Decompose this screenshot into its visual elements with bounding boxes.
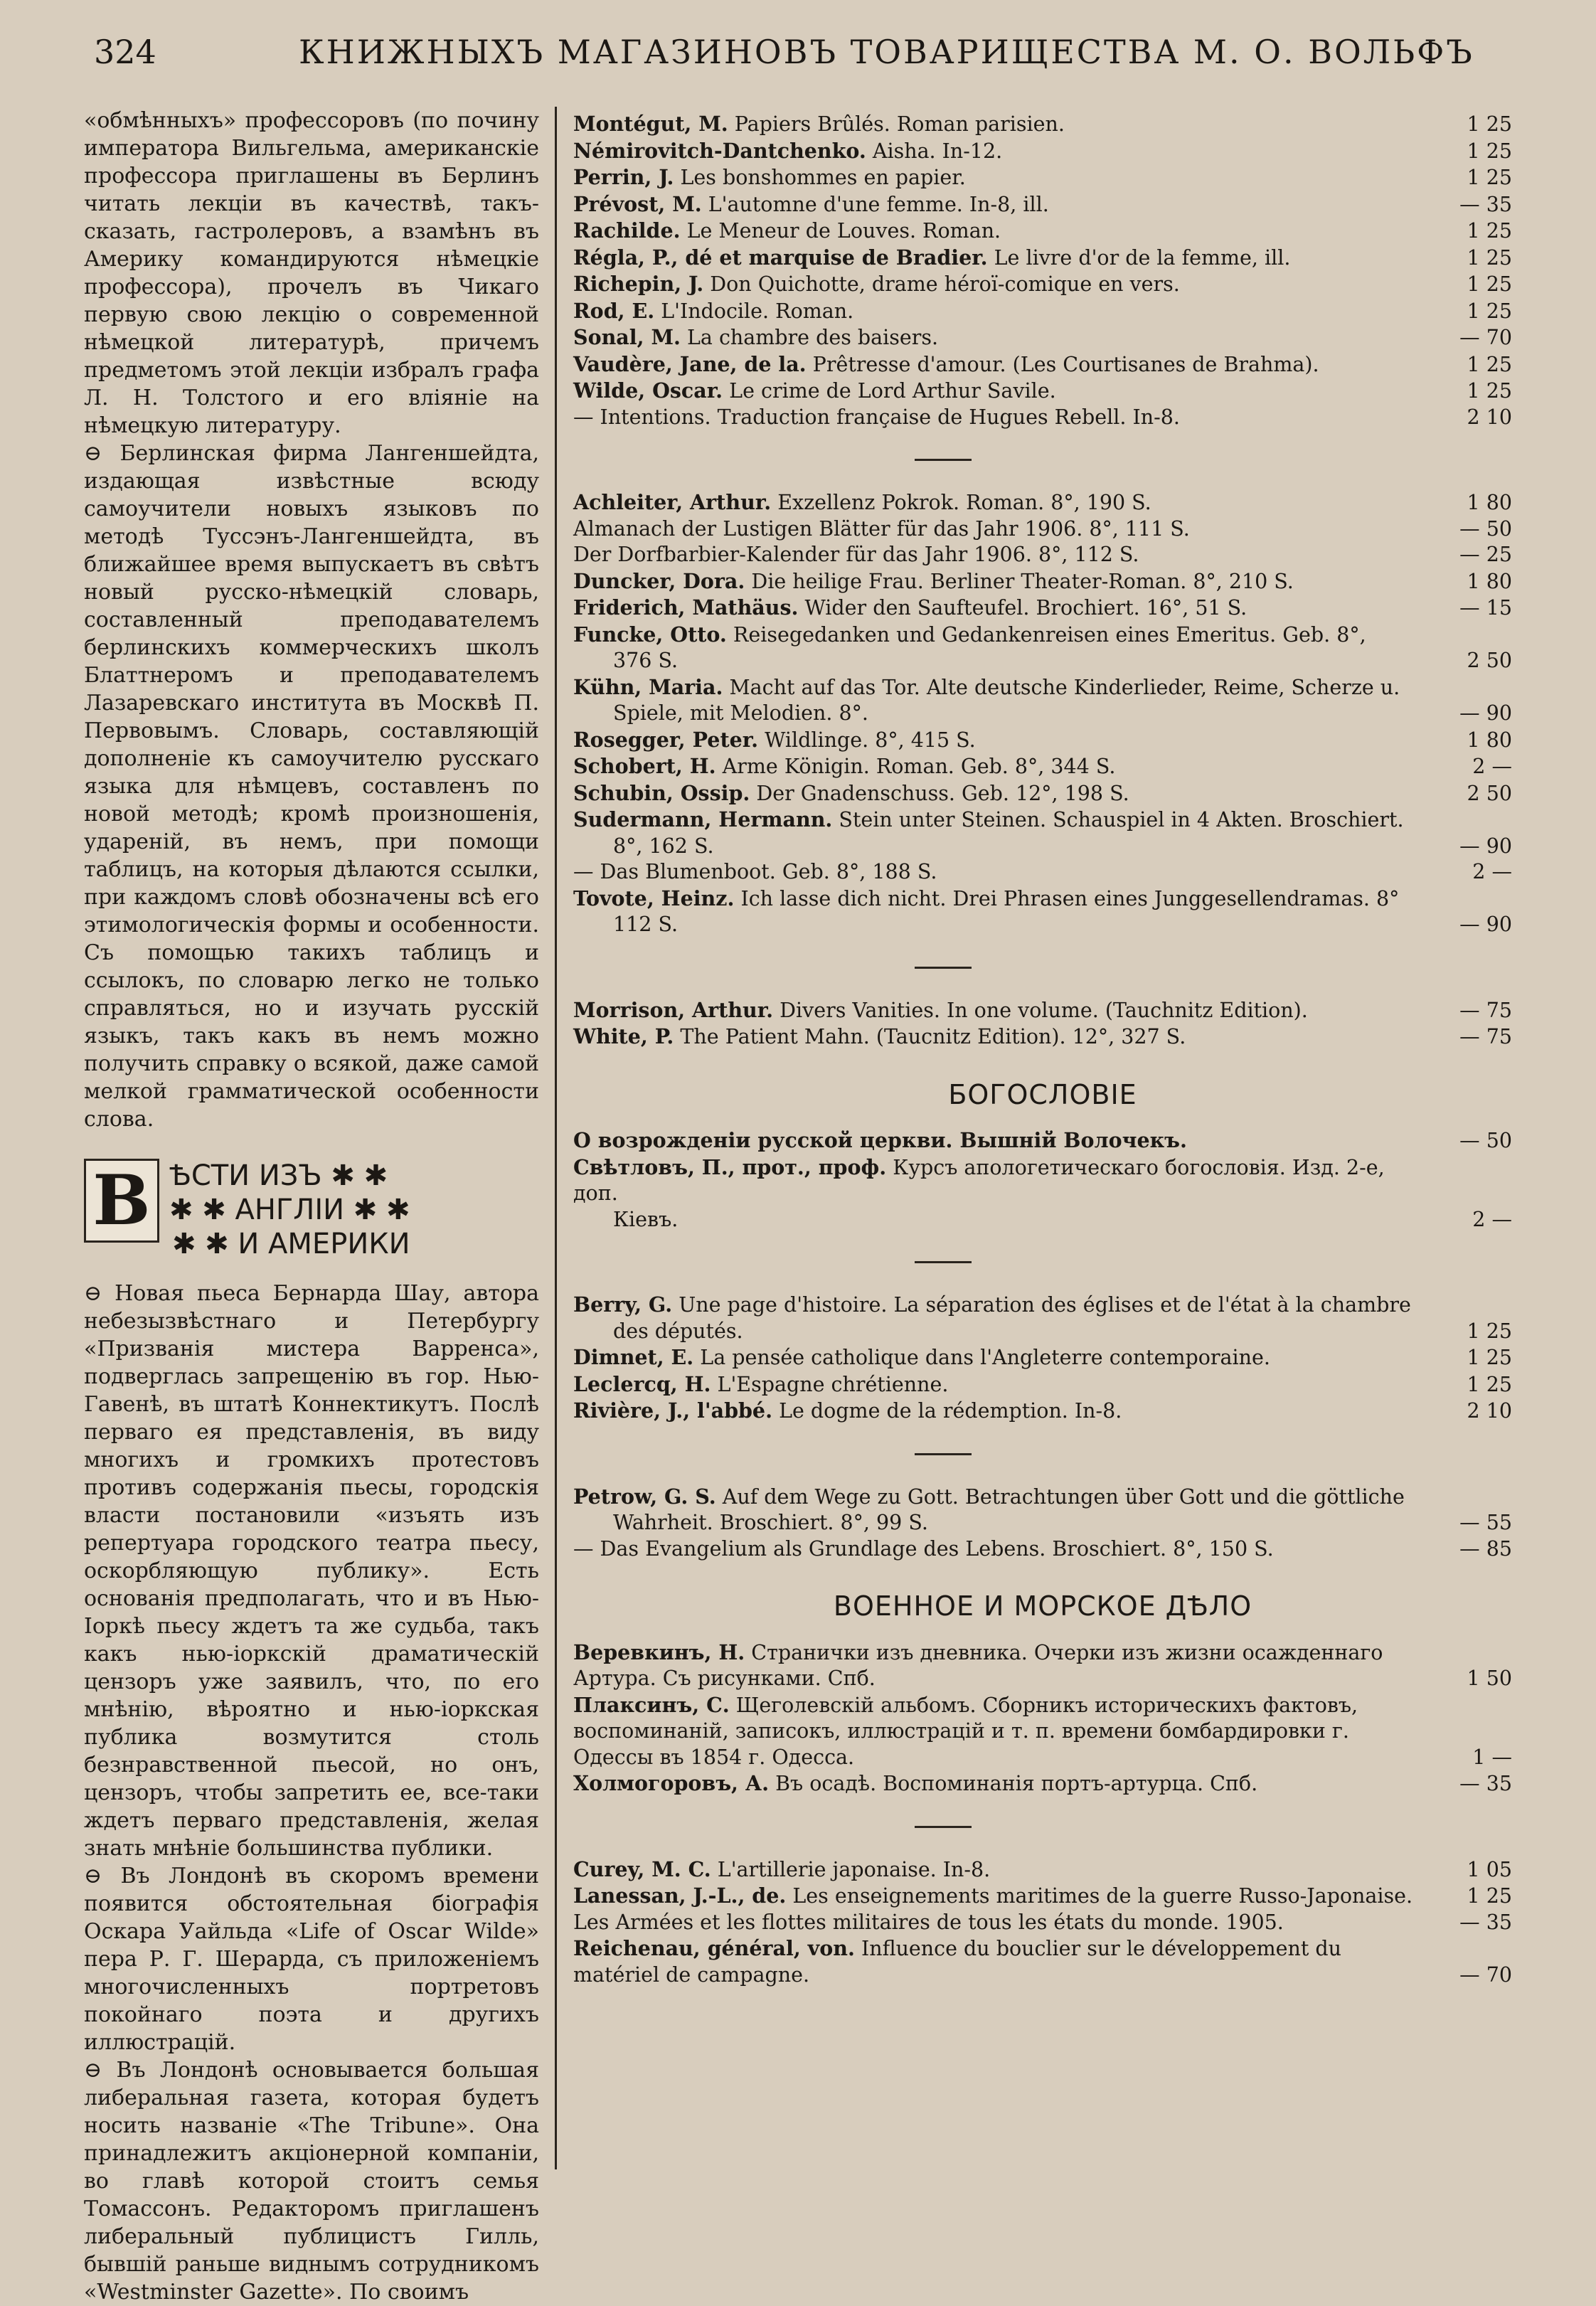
entry-text <box>573 1292 1427 1319</box>
entry-price: 1 25 <box>1467 166 1512 189</box>
entry-text <box>573 1640 1427 1692</box>
entry-price: 1 05 <box>1467 1857 1512 1881</box>
catalog-entry <box>573 405 1512 431</box>
entry-price: — 35 <box>1459 192 1512 216</box>
entry-price: — 35 <box>1459 1772 1512 1795</box>
entry-author: Sudermann, Hermann. <box>573 807 833 831</box>
entry-text <box>573 1484 1427 1511</box>
column-divider <box>555 107 557 2169</box>
entry-author: Berry, G. <box>573 1292 673 1317</box>
entry-text <box>573 489 1427 516</box>
entry-price: — 25 <box>1459 543 1512 566</box>
entry-text <box>573 1883 1427 1910</box>
entry-title: Le Meneur de Louves. Roman. <box>686 219 1001 243</box>
page-number: 324 <box>94 33 156 71</box>
catalog-group-french-military <box>573 1856 1512 1989</box>
entry-price: — 90 <box>1459 834 1512 858</box>
entry-text <box>573 1856 1427 1883</box>
entry-title: — Das Evangelium als Grundlage des Lebens. Broschiert. 8°, 150 S. <box>573 1536 1274 1561</box>
entry-text <box>573 1910 1427 1936</box>
entry-text <box>573 351 1427 378</box>
entry-continuation: 8°, 162 S. <box>613 834 714 858</box>
decorated-initial: В <box>84 1159 159 1243</box>
entry-title: La chambre des baisers. <box>686 326 939 349</box>
catalog-entry <box>573 1536 1512 1563</box>
entry-continuation: Spiele, mit Melodien. 8°. <box>613 701 868 725</box>
running-title: КНИЖНЫХЪ МАГАЗИНОВЪ ТОВАРИЩЕСТВА М. О. ВОЛЬФЪ <box>299 33 1474 71</box>
catalog-entry <box>573 1692 1512 1771</box>
entry-author: Schobert, H. <box>573 754 716 778</box>
catalog-group-french-theology <box>573 1292 1512 1425</box>
entry-price: 1 25 <box>1467 219 1512 243</box>
catalog-entry <box>573 111 1512 138</box>
heading-line: ✱ ✱ АНГЛІИ ✱ ✱ <box>169 1194 410 1226</box>
entry-price: — 15 <box>1459 596 1512 620</box>
catalog-entry <box>573 595 1512 622</box>
entry-continuation: 112 S. <box>613 913 679 936</box>
entry-price: — 50 <box>1459 1129 1512 1152</box>
right-column <box>573 111 1512 1988</box>
entry-price: — 90 <box>1459 701 1512 725</box>
entry-author: Curey, M. C. <box>573 1856 711 1881</box>
entry-title: Exzellenz Pokrok. Roman. 8°, 190 S. <box>777 491 1151 514</box>
entry-title: Divers Vanities. In one volume. (Tauchnitz Edition). <box>780 998 1308 1022</box>
entry-price: 1 25 <box>1467 352 1512 376</box>
entry-continuation: Кіевъ. <box>613 1207 679 1231</box>
catalog-group-french <box>573 111 1512 430</box>
entry-text <box>573 1692 1427 1771</box>
entry-author: Schubin, Ossip. <box>573 780 750 805</box>
catalog-entry <box>573 1154 1512 1233</box>
catalog-entry <box>573 324 1512 351</box>
entry-text <box>573 1536 1427 1563</box>
entry-title: Reisegedanken und Gedankenreisen eines Emeritus. Geb. 8°, <box>733 622 1366 647</box>
entry-author: Rachilde. <box>573 218 681 243</box>
separator-rule <box>915 1826 972 1828</box>
catalog-entry <box>573 807 1512 859</box>
catalog-entry <box>573 271 1512 298</box>
page-header <box>85 27 1511 77</box>
entry-author: Régla, P., dé et marquise de Bradier. <box>573 245 988 270</box>
entry-price: — 70 <box>1459 326 1512 349</box>
entry-price: 1 25 <box>1467 1372 1512 1396</box>
entry-price: — 85 <box>1459 1536 1512 1561</box>
entry-author: Vaudère, Jane, de la. <box>573 351 807 376</box>
entry-price: — 90 <box>1459 913 1512 936</box>
news-paragraph: ⊖ Въ Лондонѣ основывается большая либеральная газета, которая будетъ носить названіе «The Tribune». Она принадлежитъ акціонерной компаніи, во главѣ которой стоитъ семья Томассонъ. Редакторомъ приглашенъ либеральный публицистъ Гилль, бывшій раньше виднымъ сотрудникомъ «Westminster Gazette». По своимъ <box>84 2058 539 2305</box>
entry-price: 2 10 <box>1467 1399 1512 1423</box>
entry-title: — Intentions. Traduction française de Hugues Rebell. In-8. <box>573 405 1180 429</box>
entry-text <box>573 780 1427 807</box>
entry-text <box>573 1398 1427 1425</box>
entry-text <box>573 516 1427 543</box>
news-heading-lines <box>169 1159 417 1261</box>
entry-continuation: Wahrheit. Broschiert. 8°, 99 S. <box>613 1511 928 1534</box>
entry-continuation: 376 S. <box>613 649 679 672</box>
entry-title: Aisha. In-12. <box>872 139 1003 163</box>
catalog-entry <box>573 886 1512 938</box>
left-column <box>84 107 539 2306</box>
entry-title: Странички изъ дневника. Очерки изъ жизни осажденнаго Артура. Съ рисунками. Спб. <box>573 1640 1383 1690</box>
entry-title: Macht auf das Tor. Alte deutsche Kinderlieder, Reime, Scherze u. <box>729 675 1400 699</box>
news-paragraph: «обмѣнныхъ» профессоровъ (по почину императора Вильгельма, американскіе профессора приглашены въ Берлинъ читать лекціи въ качествѣ, такъ-сказать, гастролеровъ, а взамѣнъ въ Америку командируются нѣмецкіе профессора), прочелъ въ Чикаго первую свою лекцію о современной нѣмецкой литературѣ, причемъ предметомъ этой лекціи избралъ графа Л. Н. Толстого и его вліяніе на нѣмецкую литературу. <box>84 108 539 438</box>
entry-author: Плаксинъ, С. <box>573 1692 730 1717</box>
entry-title: Der Gnadenschuss. Geb. 12°, 198 S. <box>756 781 1129 805</box>
catalog-entry <box>573 1883 1512 1910</box>
entry-text <box>573 298 1427 325</box>
entry-price: — 35 <box>1459 1910 1512 1934</box>
entry-price: 1 25 <box>1467 299 1512 323</box>
entry-text <box>573 859 1427 886</box>
separator-rule <box>915 967 972 969</box>
entry-author: Petrow, G. S. <box>573 1484 716 1509</box>
entry-title: Ich lasse dich nicht. Drei Phrasen eines Junggesellendramas. 8° <box>740 886 1400 910</box>
entry-text <box>573 727 1427 754</box>
entry-title: Le livre d'or de la femme, ill. <box>994 245 1291 270</box>
entry-text <box>573 1770 1427 1797</box>
entry-price: — 55 <box>1459 1511 1512 1534</box>
entry-title: Wildlinge. 8°, 415 S. <box>765 728 976 752</box>
catalog-entry <box>573 1127 1512 1154</box>
catalog-group-russian-military <box>573 1640 1512 1797</box>
catalog-group-english <box>573 997 1512 1051</box>
section-title-military: ВОЕННОЕ И МОРСКОЕ ДѢЛО <box>833 1590 1252 1622</box>
entry-text <box>573 542 1427 568</box>
catalog-entry <box>573 1935 1512 1988</box>
entry-title: L'Indocile. Roman. <box>661 299 854 323</box>
entry-author: Веревкинъ, Н. <box>573 1640 745 1664</box>
entry-title: Щеголевскій альбомъ. Сборникъ историческихъ фактовъ, воспоминаній, записокъ, иллюстрацій и т. п. времени бомбардировки г. Одессы въ 1854 г. Одесса. <box>573 1693 1358 1769</box>
entry-author: Leclercq, H. <box>573 1371 711 1396</box>
entry-title: Le crime de Lord Arthur Savile. <box>729 379 1056 403</box>
catalog-entry <box>573 674 1512 727</box>
entry-author: Rosegger, Peter. <box>573 727 759 752</box>
catalog-entry <box>573 753 1512 780</box>
entry-price: — 50 <box>1459 516 1512 541</box>
entry-title: Almanach der Lustigen Blätter für das Jahr 1906. 8°, 111 S. <box>573 516 1190 541</box>
entry-text <box>573 245 1427 272</box>
entry-text <box>573 405 1427 431</box>
entry-title: Une page d'histoire. La séparation des églises et de l'état à la chambre <box>679 1293 1411 1317</box>
entry-author: Montégut, M. <box>573 112 728 136</box>
section-title-theology: БОГОСЛОВІЕ <box>948 1078 1137 1110</box>
entry-price: 2 10 <box>1467 405 1512 429</box>
entry-price: 1 25 <box>1467 379 1512 403</box>
entry-text <box>573 886 1427 913</box>
catalog-entry <box>573 727 1512 754</box>
news-paragraph: ⊖ Въ Лондонѣ въ скоромъ времени появится обстоятельная біографія Оскара Уайльда «Life of Oscar Wilde» пера Р. Г. Шерарда, съ приложеніемъ многочисленныхъ портретовъ покойнаго поэта и другихъ иллюстрацій. <box>84 1864 539 2055</box>
catalog-entry <box>573 1292 1512 1344</box>
entry-text <box>573 378 1427 405</box>
entry-title: La pensée catholique dans l'Angleterre contemporaine. <box>700 1346 1270 1369</box>
entry-text <box>573 164 1427 191</box>
entry-text <box>573 218 1427 245</box>
entry-title: Influence du bouclier sur le développement du matériel de campagne. <box>573 1937 1341 1987</box>
entry-author: Tovote, Heinz. <box>573 886 735 910</box>
entry-title: L'automne d'une femme. In-8, ill. <box>708 192 1049 216</box>
entry-author: Dimnet, E. <box>573 1345 694 1369</box>
catalog-entry <box>573 298 1512 325</box>
catalog-entry <box>573 245 1512 272</box>
entry-author: Perrin, J. <box>573 165 674 189</box>
entry-author: Funcke, Otto. <box>573 622 727 647</box>
entry-title: Les bonshommes en papier. <box>680 166 966 189</box>
entry-author: Rivière, J., l'abbé. <box>573 1398 772 1423</box>
catalog-entry <box>573 568 1512 595</box>
entry-title: Auf dem Wege zu Gott. Betrachtungen über Gott und die göttliche <box>722 1484 1405 1509</box>
entry-price: 2 50 <box>1467 781 1512 805</box>
entry-text <box>573 111 1427 138</box>
catalog-entry <box>573 1910 1512 1936</box>
catalog-entry <box>573 489 1512 516</box>
separator-rule <box>915 459 972 461</box>
entry-title: Arme Königin. Roman. Geb. 8°, 344 S. <box>722 755 1116 778</box>
catalog-entry <box>573 378 1512 405</box>
entry-price: — 75 <box>1459 1025 1512 1048</box>
entry-author: Холмогоровъ, А. <box>573 1771 770 1795</box>
entry-price: — 75 <box>1459 998 1512 1022</box>
entry-price: 2 — <box>1472 1207 1512 1231</box>
catalog-entry <box>573 1484 1512 1536</box>
catalog-entry <box>573 1371 1512 1398</box>
entry-title: The Patient Mahn. (Taucnitz Edition). 12°, 327 S. <box>680 1025 1186 1048</box>
entry-author: Kühn, Maria. <box>573 674 723 699</box>
catalog-entry <box>573 1344 1512 1371</box>
entry-text <box>573 1344 1427 1371</box>
entry-author: Némirovitch-Dantchenko. <box>573 138 866 163</box>
catalog-entry <box>573 191 1512 218</box>
entry-price: 2 — <box>1472 860 1512 883</box>
catalog-entry <box>573 516 1512 543</box>
entry-author: White, P. <box>573 1024 674 1048</box>
entry-text <box>573 595 1427 622</box>
entry-author: Richepin, J. <box>573 272 704 296</box>
news-section-heading <box>84 1159 539 1261</box>
heading-line: ✱ ✱ И АМЕРИКИ <box>171 1228 410 1260</box>
entry-author: Duncker, Dora. <box>573 568 745 593</box>
entry-title: Prêtresse d'amour. (Les Courtisanes de Brahma). <box>812 352 1319 376</box>
entry-title: Der Dorfbarbier-Kalender für das Jahr 1906. 8°, 112 S. <box>573 543 1139 566</box>
entry-price: 1 25 <box>1467 1346 1512 1369</box>
catalog-group-german <box>573 489 1512 938</box>
entry-author: Friderich, Mathäus. <box>573 595 799 620</box>
entry-text <box>573 997 1427 1024</box>
heading-line: ѢСТИ ИЗЪ ✱ ✱ <box>169 1159 388 1192</box>
catalog-entry <box>573 542 1512 568</box>
entry-price: 1 25 <box>1467 1319 1512 1343</box>
news-paragraph: ⊖ Берлинская фирма Лангеншейдта, издающая извѣстные всюду самоучители новыхъ языковъ по методѣ Туссэнъ-Лангеншейдта, въ ближайшее время выпускаетъ въ свѣтъ новый русско-нѣмецкій словарь, составленный преподавателемъ берлинскихъ коммерческихъ школъ Блаттнеромъ и преподавателемъ Лазаревскаго института въ Москвѣ П. Первовымъ. Словарь, составляющій дополненіе къ самоучителю русскаго языка для нѣмцевъ, составленъ по новой методѣ; кромѣ произношенія, удареній, въ немъ, при помощи таблицъ, на которыя дѣлаются ссылки, при каждомъ словѣ обозначены всѣ его этимологическія формы и особенности. Съ помощью такихъ таблицъ и ссылокъ, по словарю легко не только справляться, но и изучать русскій языкъ, такъ какъ въ немъ можно получить справку о всякой, даже самой мелкой грамматической особенности слова. <box>84 441 539 1132</box>
catalog-entry <box>573 1024 1512 1051</box>
catalog-entry <box>573 997 1512 1024</box>
entry-price: 1 — <box>1472 1745 1512 1769</box>
entry-price: 1 80 <box>1467 569 1512 593</box>
entry-continuation: des députés. <box>613 1319 743 1343</box>
entry-author: Lanessan, J.-L., de. <box>573 1883 787 1908</box>
entry-text <box>573 1371 1427 1398</box>
entry-text <box>573 807 1427 834</box>
catalog-entry <box>573 218 1512 245</box>
entry-text <box>573 1024 1427 1051</box>
news-paragraph: ⊖ Новая пьеса Бернарда Шау, автора небезызвѣстнаго и Петербургу «Призванія мистера Варренса», подверглась запрещенію въ гор. Нью-Гавенѣ, въ штатѣ Коннектикутъ. Послѣ перваго ея представленія, въ виду многихъ и громкихъ протестовъ противъ содержанія пьесы, городскія власти постановили «изъять изъ репертуара городского театра пьесу, оскорбляющую публику». Есть основанія предполагать, что и въ Нью-Іоркѣ пьесу ждетъ та же судьба, такъ какъ нью-іоркскій драматическій цензоръ уже заявилъ, что, по его мнѣнію, вѣроятно и нью-іоркская публика возмутится столь безнравственной пьесой, но онъ, цензоръ, чтобы запретить ее, все-таки ждетъ перваго представленія, желая знать мнѣніе большинства публики. <box>84 1281 539 1861</box>
entry-title: Курсъ апологетическаго богословія. Изд. 2-е, доп. <box>573 1155 1385 1205</box>
entry-title: Въ осадѣ. Воспоминанія портъ-артурца. Спб. <box>775 1772 1258 1795</box>
entry-text <box>573 1154 1427 1207</box>
entry-title: Stein unter Steinen. Schauspiel in 4 Akten. Broschiert. <box>839 808 1404 831</box>
entry-text <box>573 191 1427 218</box>
catalog-entry <box>573 859 1512 886</box>
entry-author: Rod, E. <box>573 298 655 323</box>
catalog-entry <box>573 780 1512 807</box>
entry-text <box>573 622 1427 649</box>
entry-price: 1 80 <box>1467 491 1512 514</box>
catalog-entry <box>573 622 1512 674</box>
entry-price: 2 — <box>1472 755 1512 778</box>
catalog-entry <box>573 1770 1512 1797</box>
entry-price: 2 50 <box>1467 649 1512 672</box>
catalog-entry <box>573 1856 1512 1883</box>
entry-title: Les enseignements maritimes de la guerre Russo-Japonaise. <box>792 1884 1413 1908</box>
entry-title: Papiers Brûlés. Roman parisien. <box>734 112 1065 136</box>
entry-author: Reichenau, général, von. <box>573 1936 855 1960</box>
entry-price: 1 25 <box>1467 272 1512 296</box>
entry-author: Свѣтловъ, П., прот., проф. <box>573 1154 887 1179</box>
entry-text <box>573 753 1427 780</box>
entry-price: 1 25 <box>1467 139 1512 163</box>
entry-title: — Das Blumenboot. Geb. 8°, 188 S. <box>573 860 937 883</box>
entry-price: 1 50 <box>1467 1667 1512 1690</box>
entry-title: Les Armées et les flottes militaires de tous les états du monde. 1905. <box>573 1910 1284 1934</box>
entry-author: Wilde, Oscar. <box>573 378 723 403</box>
entry-text <box>573 568 1427 595</box>
entry-text <box>573 271 1427 298</box>
catalog-entry <box>573 1398 1512 1425</box>
entry-author: Sonal, M. <box>573 325 681 349</box>
catalog-group-german-theology <box>573 1484 1512 1563</box>
entry-text <box>573 674 1427 701</box>
catalog-entry <box>573 1640 1512 1692</box>
entry-title: L'artillerie japonaise. In-8. <box>717 1857 991 1881</box>
separator-rule <box>915 1261 972 1263</box>
entry-text <box>573 324 1427 351</box>
entry-price: 1 25 <box>1467 245 1512 270</box>
entry-text <box>573 138 1427 165</box>
entry-title: Wider den Saufteufel. Brochiert. 16°, 51 S. <box>804 596 1247 620</box>
entry-price: 1 25 <box>1467 112 1512 136</box>
entry-title: L'Espagne chrétienne. <box>717 1372 949 1396</box>
entry-author: Prévost, M. <box>573 191 702 216</box>
entry-title: Le dogme de la rédemption. In-8. <box>779 1399 1122 1423</box>
entry-text <box>573 1935 1427 1988</box>
catalog-entry <box>573 164 1512 191</box>
entry-price: 1 25 <box>1467 1884 1512 1908</box>
catalog-entry <box>573 351 1512 378</box>
entry-text <box>573 1127 1427 1154</box>
entry-author: Morrison, Arthur. <box>573 997 774 1022</box>
separator-rule <box>915 1453 972 1455</box>
entry-price: — 70 <box>1459 1962 1512 1987</box>
entry-title: Don Quichotte, drame héroï-comique en vers. <box>710 272 1180 296</box>
entry-price: 1 80 <box>1467 728 1512 752</box>
catalog-group-russian-theology <box>573 1127 1512 1233</box>
entry-title: О возрожденіи русской церкви. Вышній Волочекъ. <box>573 1128 1187 1152</box>
entry-title: Die heilige Frau. Berliner Theater-Roman. 8°, 210 S. <box>751 569 1294 593</box>
catalog-entry <box>573 138 1512 165</box>
entry-author: Achleiter, Arthur. <box>573 490 772 514</box>
